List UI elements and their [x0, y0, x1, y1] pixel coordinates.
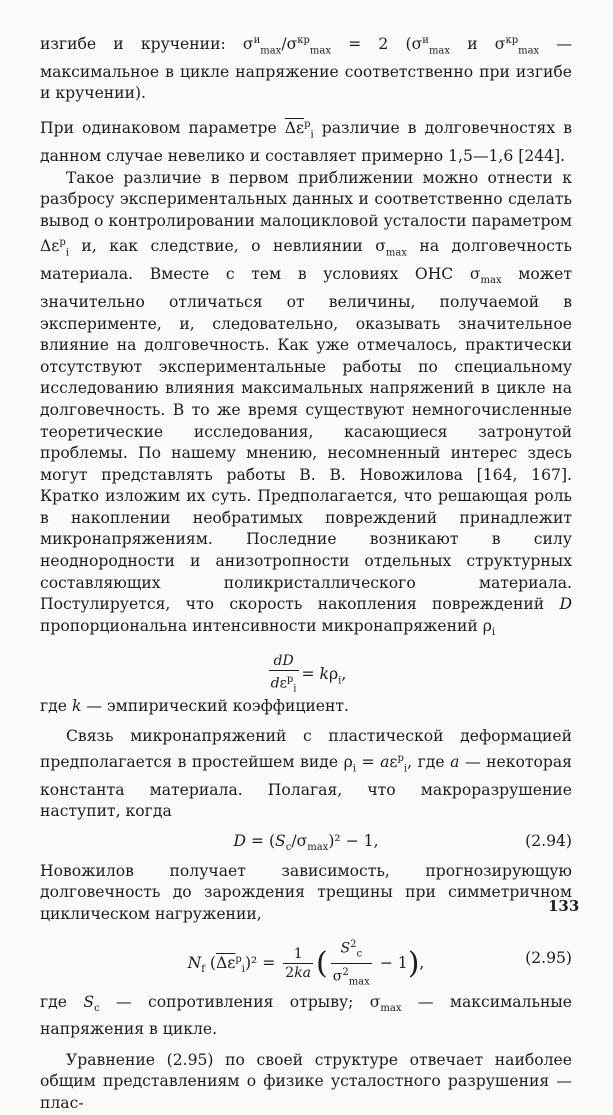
paragraph-where-sc: где $S_c$ — сопротивления отрыву; $\sigma_{max}$ — максимальные напряжения в цикле.: [40, 992, 572, 1039]
paragraph-difference: При одинаковом параметре $\overline{\Delta\varepsilon}^p_i$ различие в долговечностях в данном случае невелико и составляет примерно 1,5—1,6 [244].: [40, 119, 572, 165]
paragraph-continuation: изгибе и кручении: $\sigma^и_{max}/\sigma^{кр}_{max} = 2$ ($\sigma^и_{max}$ и $\sigma^{кр}_{max}$ — максимальное в цикле напряжение соответственно при изгибе и кручении).: [40, 35, 572, 103]
equation-2-94: $D = (S_c/\sigma_{max})^2 - 1$, (2.94): [233, 831, 572, 853]
paragraph-equation-structure: Уравнение (2.95) по своей структуре отвечает наиболее общим представлениям о физике усталостного разрушения — плас-: [40, 1050, 572, 1113]
equation-2-95: $N_f$ $(\overline{\Delta\varepsilon}^p_i)^2$ = $\frac{1}{2ka}$ ( $\frac{S^2_c}{\sigma^2_{max}}$ − 1), (2.95): [40, 926, 572, 992]
paragraph-novozhilov: Новожилов получает зависимость, прогнозирующую долговечность до зарождения трещины при симметричном циклическом нагружении,: [40, 861, 572, 923]
page-number: 133: [548, 897, 580, 915]
paragraph-where-k: где k — эмпирический коэффициент.: [40, 696, 350, 715]
page-body: [40, 30, 572, 1115]
equation-damage-rate: $\frac{dD}{d\varepsilon^p_i}$ = $k\rho_i$,: [270, 652, 347, 694]
equation-number: (2.95): [525, 948, 572, 967]
equation-number: (2.94): [525, 831, 572, 850]
paragraph-main: Такое различие в первом приближении можно отнести к разбросу экспериментальных данных и соответственно сделать вывод о контролировании малоцикловой усталости параметром $\Delta\varepsilon^p_i$ и, как следствие, о невлиянии $\sigma_{max}$ на долговечность материала. Вместе с тем в условиях ОНС $\sigma_{max}$ может значительно отличаться от величины, получаемой в эксперименте, и, следовательно, оказывать значительное влияние на долговечность. Как уже отмечалось, практически отсутствуют экспериментальные работы по специальному исследованию влияния максимальных напряжений в цикле на долговечность. В то же время существуют немногочисленные теоретические исследования, касающиеся затронутой проблемы. По нашему мнению, несомненный интерес здесь могут представлять работы В. В. Новожилова [164, 167]. Кратко изложим их суть. Предполагается, что решающая роль в накоплении необратимых повреждений принадлежит микронапряжениям. Последние возникают в силу неоднородности и анизотропности отдельных структурных составляющих поликристаллического материала. Постулируется, что скорость накопления повреждений D пропорциональна интенсивности микронапряжений $\rho_i$: [40, 168, 572, 638]
paragraph-relation: Связь микронапряжений с пластической деформацией предполагается в простейшем виде $\rho_i = a\varepsilon^p_i$, где a — некоторая константа материала. Полагая, что макроразрушение наступит, когда: [40, 727, 572, 821]
